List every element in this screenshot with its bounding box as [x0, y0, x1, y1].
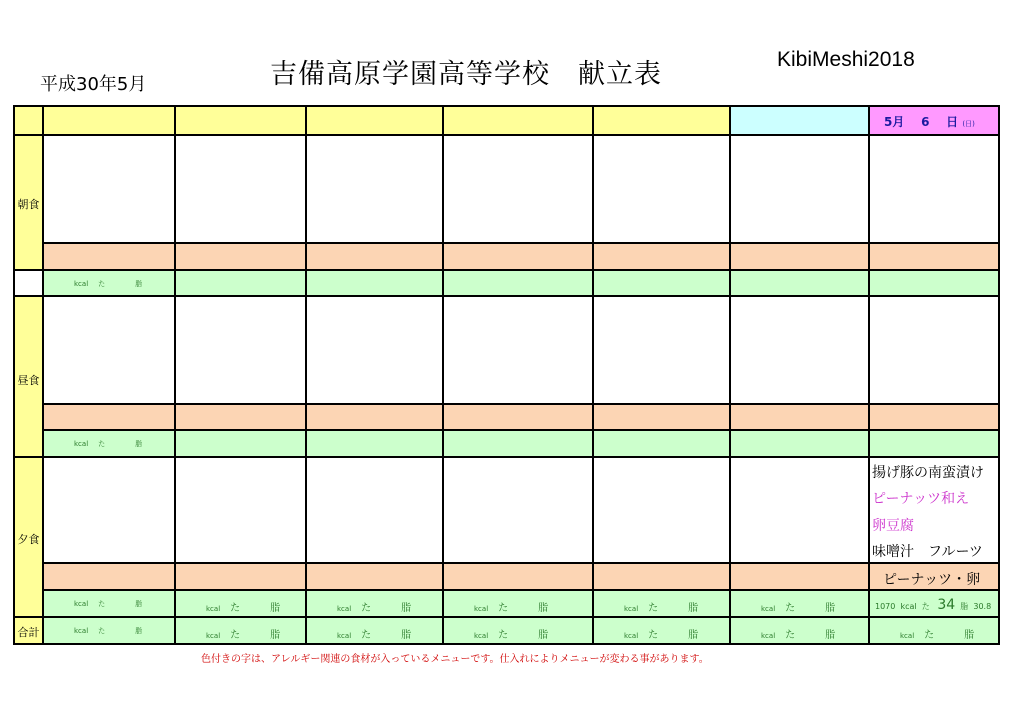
kcal-label: kcal	[900, 602, 917, 611]
nutrition-labels: kcal た 脂	[337, 630, 412, 641]
brand-name: KibiMeshi2018	[777, 48, 915, 71]
nutrition-labels: kcal た 脂	[206, 630, 281, 641]
dinner-allergens: ピーナッツ・卵	[883, 572, 981, 588]
nutrition-labels: kcal た 脂	[206, 603, 281, 614]
dinner-nutrition	[875, 597, 991, 613]
nutrition-labels: kcal た 脂	[74, 280, 143, 288]
nutrition-labels: kcal た 脂	[624, 603, 699, 614]
nutrition-labels: kcal た 脂	[761, 630, 836, 641]
date-month: 5月	[884, 115, 905, 129]
dinner-item: 揚げ豚の南蛮漬け	[872, 465, 984, 481]
date-day: 6	[921, 115, 930, 129]
nutrition-labels: kcal た 脂	[74, 600, 143, 608]
fat-value: 30.8	[973, 602, 992, 611]
protein-label: た	[921, 602, 930, 611]
nutrition-labels: kcal た 脂	[474, 630, 549, 641]
nutrition-labels: kcal た 脂	[624, 630, 699, 641]
protein-value: 34	[937, 597, 956, 613]
nutrition-labels: kcal た 脂	[900, 630, 975, 641]
date-weekday: (日)	[962, 120, 975, 128]
era-month: 平成30年5月	[40, 74, 147, 95]
section-lunch: 昼食	[17, 374, 40, 387]
dinner-item: 味噌汁 フルーツ	[872, 544, 983, 560]
section-breakfast: 朝食	[17, 198, 40, 211]
nutrition-labels: kcal た 脂	[74, 440, 143, 448]
table-border	[13, 105, 1000, 645]
dinner-item: 卵豆腐	[872, 518, 914, 534]
nutrition-labels: kcal た 脂	[337, 603, 412, 614]
nutrition-labels: kcal た 脂	[74, 627, 143, 635]
nutrition-labels: kcal た 脂	[474, 603, 549, 614]
fat-label: 脂	[960, 602, 969, 611]
page-title: 吉備高原学園高等学校 献立表	[270, 59, 662, 90]
date-unit: 日	[946, 115, 959, 129]
kcal-value: 1070	[875, 602, 896, 611]
allergy-note: 色付きの字は、アレルギー関連の食材が入っているメニューです。仕入れによりメニューが変わる事があります。	[201, 654, 709, 665]
section-dinner: 夕食	[17, 533, 40, 546]
section-total: 合計	[17, 626, 40, 639]
dinner-item: ピーナッツ和え	[872, 491, 970, 507]
nutrition-labels: kcal た 脂	[761, 603, 836, 614]
